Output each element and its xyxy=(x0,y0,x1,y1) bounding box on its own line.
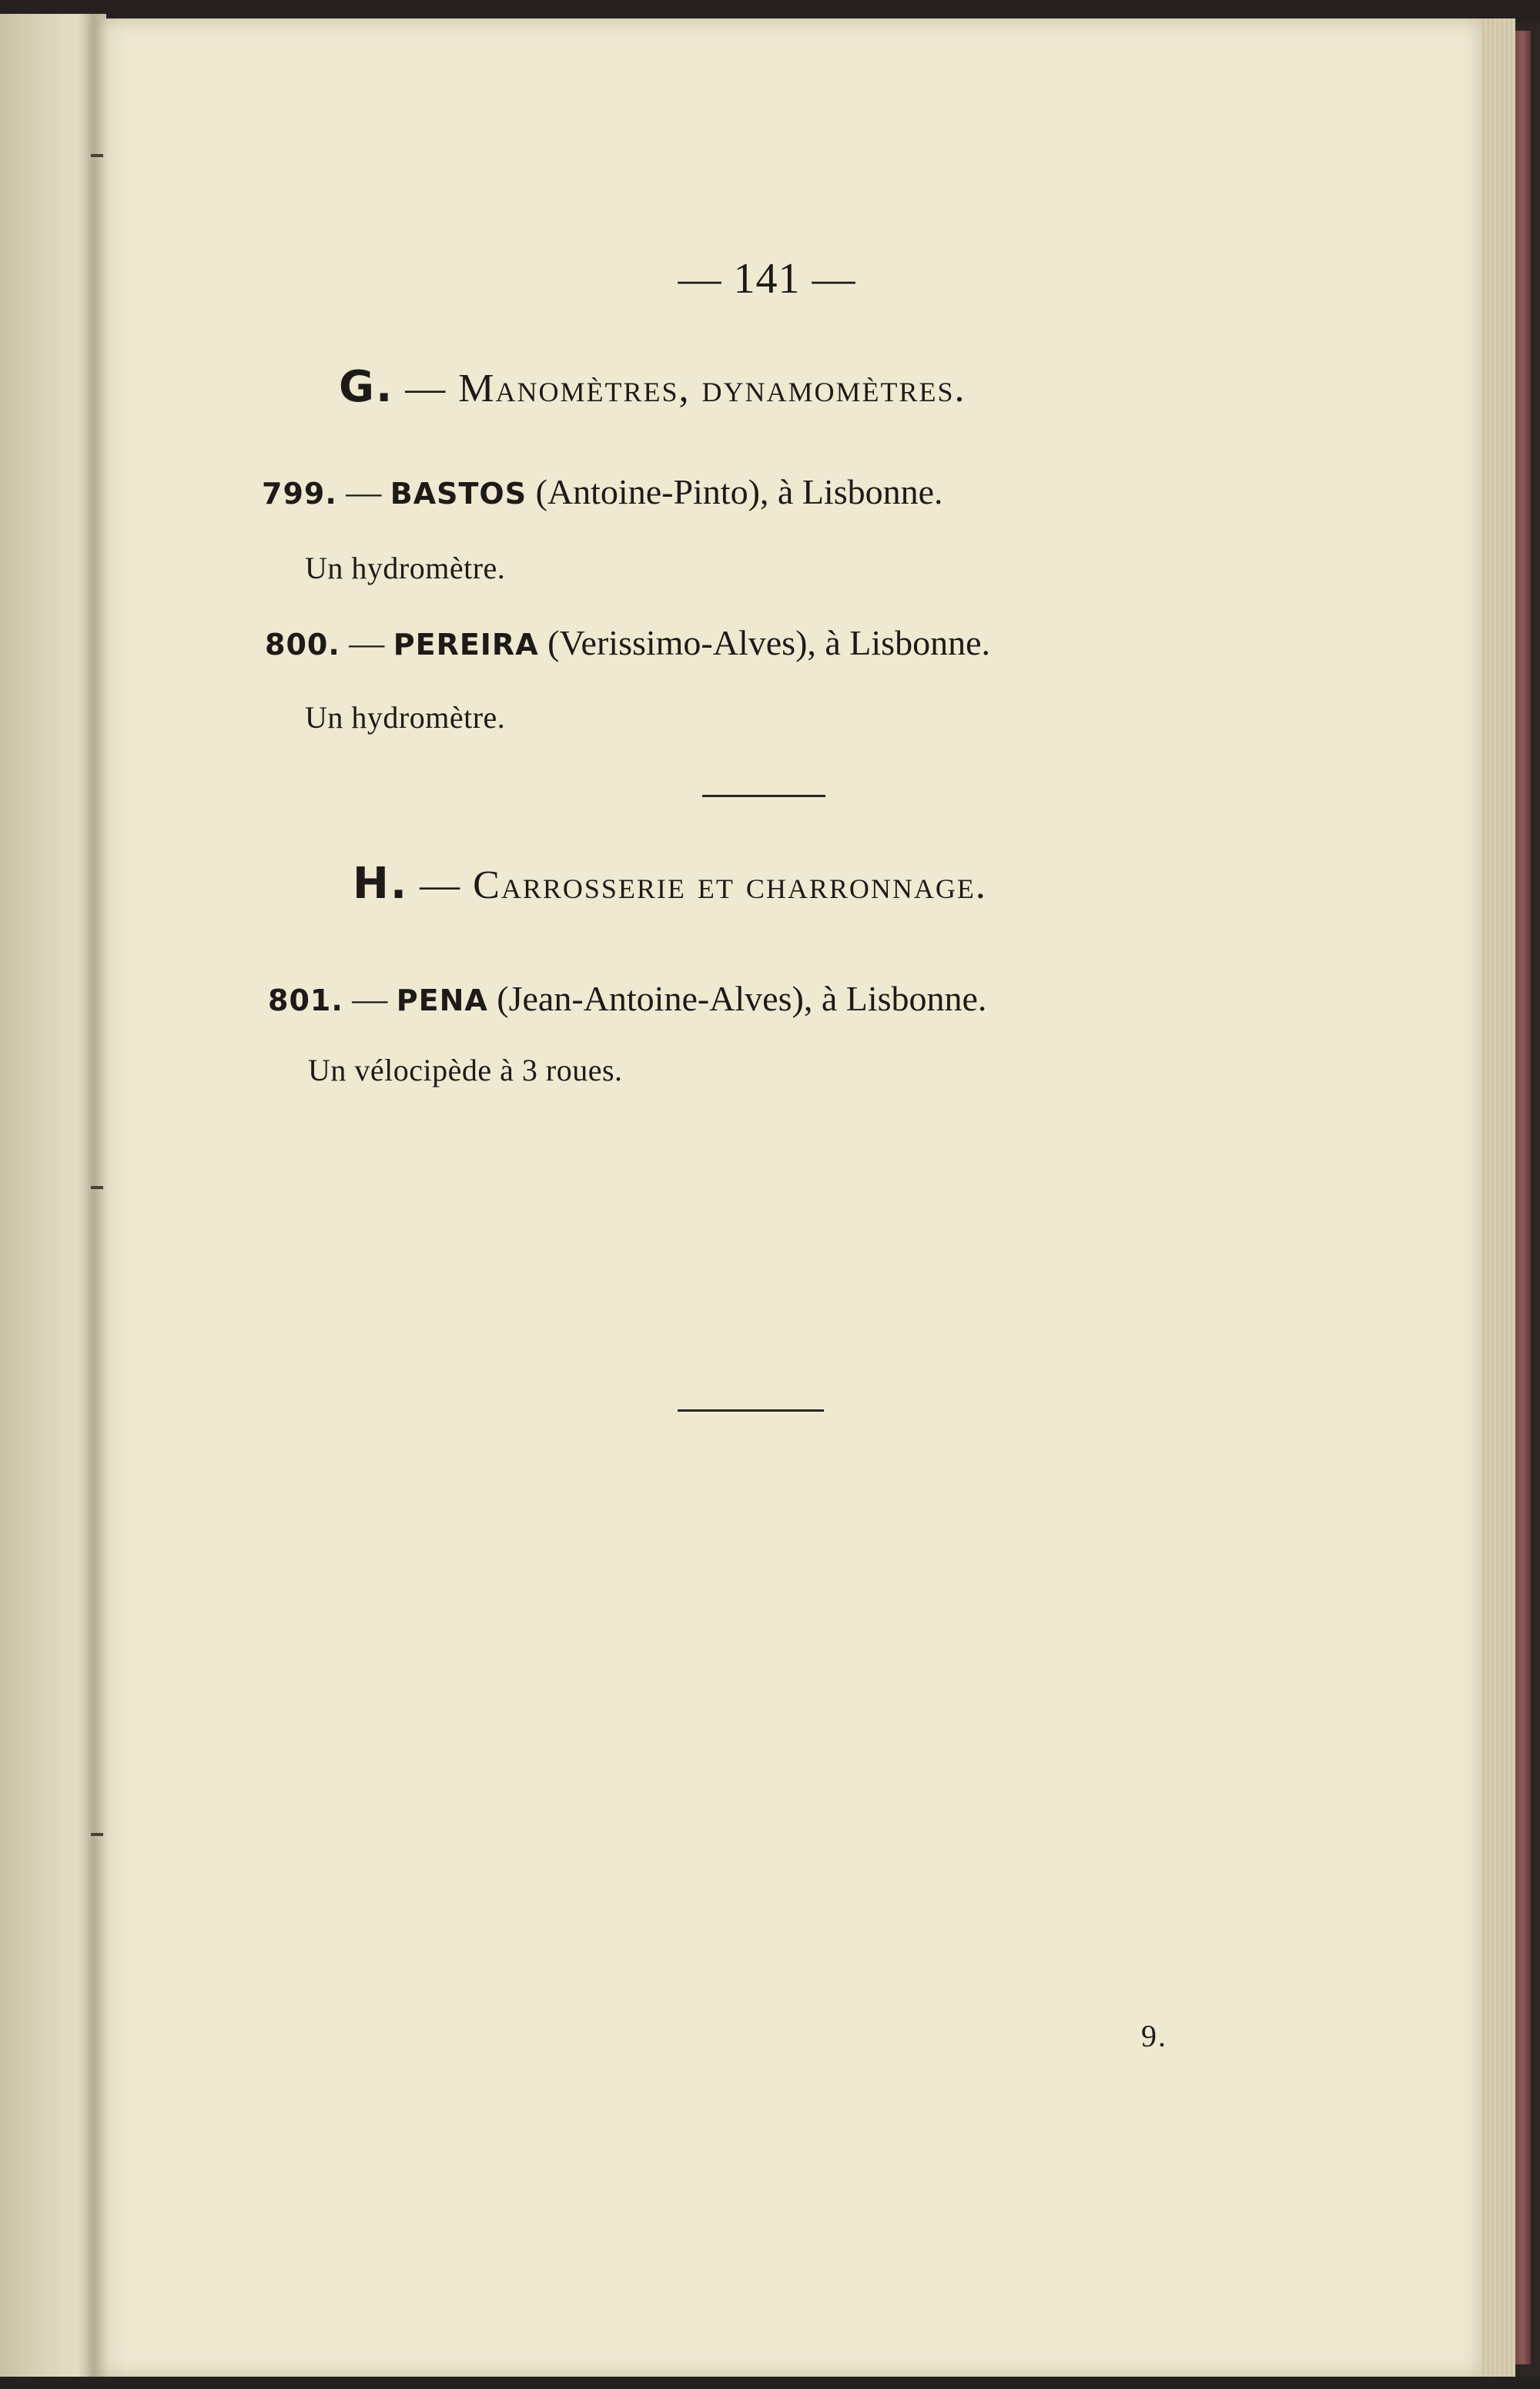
book-bottom-edge xyxy=(0,2377,1540,2389)
section-letter: G. xyxy=(339,362,394,412)
section-heading-g xyxy=(339,362,966,412)
entry-description: Un hydromètre. xyxy=(305,551,506,585)
exhibitor-detail: (Jean-Antoine-Alves), à Lisbonne. xyxy=(497,979,987,1018)
entry-description: Un vélocipède à 3 roues. xyxy=(308,1053,623,1087)
section-title: — Manomètres, dynamomètres. xyxy=(405,367,966,410)
exhibitor-name: BASTOS xyxy=(390,477,527,511)
section-title: — Carrosserie et charronnage. xyxy=(420,863,987,907)
catalogue-entry-800 xyxy=(265,622,990,663)
entry-dash: — xyxy=(346,472,382,511)
entry-dash: — xyxy=(349,623,385,662)
catalogue-entry-799 xyxy=(262,471,943,512)
page-number: — 141 — xyxy=(678,255,856,303)
entry-description: Un hydromètre. xyxy=(305,700,506,735)
page-block-edges xyxy=(1481,18,1515,2377)
binding-thread-mark xyxy=(91,1186,103,1189)
exhibitor-name: PEREIRA xyxy=(393,628,539,662)
book-cover-edge xyxy=(1515,31,1531,2364)
exhibitor-name: PENA xyxy=(396,983,488,1017)
entry-dash: — xyxy=(352,979,388,1018)
page-gutter xyxy=(77,14,108,2378)
section-separator-rule xyxy=(702,795,825,797)
entry-number: 799. xyxy=(262,477,337,511)
section-letter: H. xyxy=(353,859,409,909)
end-rule xyxy=(678,1409,824,1412)
binding-thread-mark xyxy=(91,1833,103,1836)
entry-number: 801. xyxy=(268,983,343,1017)
exhibitor-detail: (Verissimo-Alves), à Lisbonne. xyxy=(547,623,990,662)
catalogue-entry-801 xyxy=(268,978,986,1019)
entry-number: 800. xyxy=(265,628,340,662)
exhibitor-detail: (Antoine-Pinto), à Lisbonne. xyxy=(535,472,943,511)
binding-thread-mark xyxy=(91,154,103,157)
section-heading-h xyxy=(353,859,987,909)
printer-signature-mark: 9. xyxy=(1141,2019,1167,2053)
